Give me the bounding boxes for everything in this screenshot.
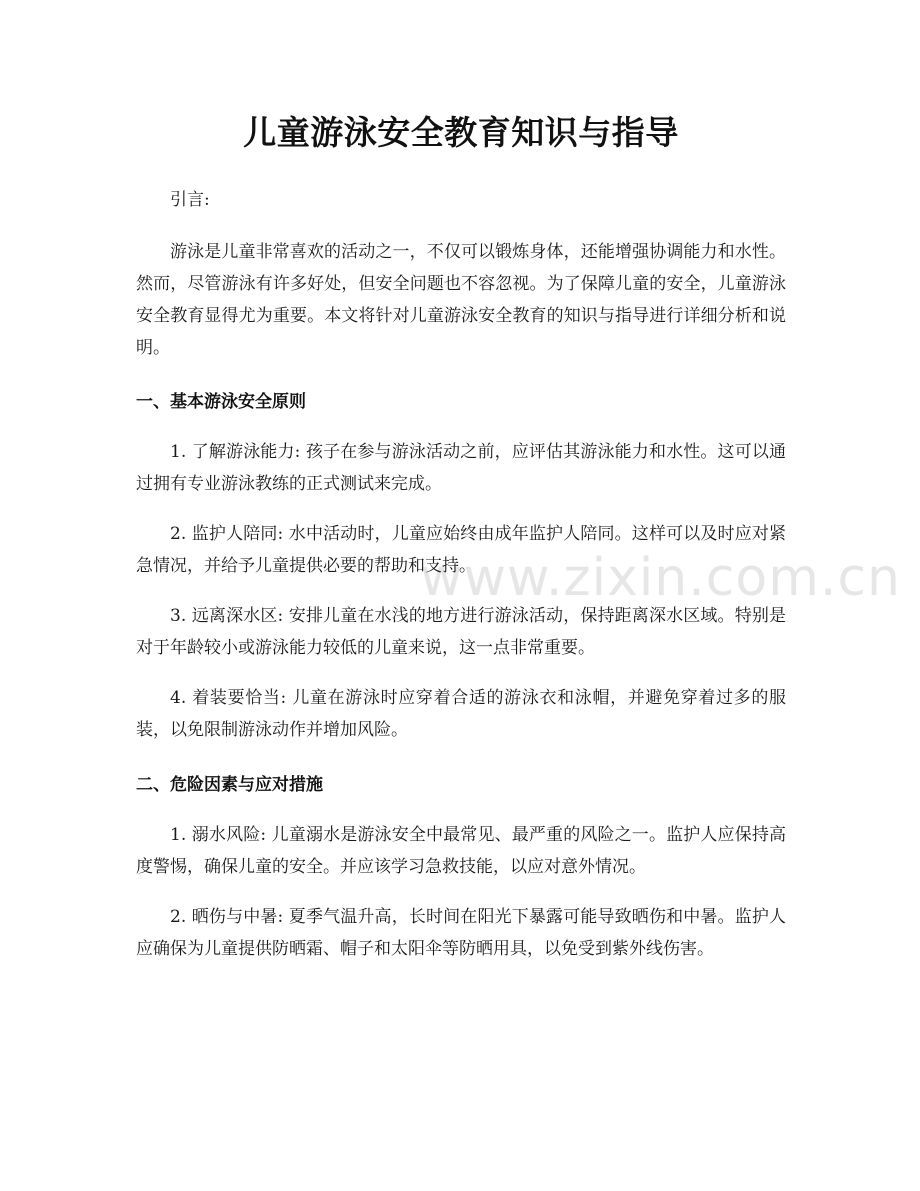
section-heading: 一、基本游泳安全原则 <box>136 392 306 412</box>
list-item: 4. 着装要恰当: 儿童在游泳时应穿着合适的游泳衣和泳帽，并避免穿着过多的服装，以免限制游泳动作并增加风险。 <box>136 688 786 740</box>
section-heading: 二、危险因素与应对措施 <box>136 775 323 795</box>
list-item: 3. 远离深水区: 安排儿童在水浅的地方进行游泳活动，保持距离深水区域。特别是对于年龄较小或游泳能力较低的儿童来说，这一点非常重要。 <box>136 606 786 658</box>
intro-paragraph: 游泳是儿童非常喜欢的活动之一，不仅可以锻炼身体，还能增强协调能力和水性。然而，尽管游泳有许多好处，但安全问题也不容忽视。为了保障儿童的安全，儿童游泳安全教育显得尤为重要。本文将针对儿童游泳安全教育的知识与指导进行详细分析和说明。 <box>136 242 786 358</box>
watermark: www.zixin.com.cn <box>420 548 901 608</box>
document-page <box>136 0 786 965</box>
section-basic-principles <box>136 386 786 746</box>
section-risk-factors <box>136 769 786 965</box>
intro-label: 引言: <box>170 190 210 210</box>
list-item: 1. 溺水风险: 儿童溺水是游泳安全中最常见、最严重的风险之一。监护人应保持高度警惕，确保儿童的安全。并应该学习急救技能，以应对意外情况。 <box>136 825 786 877</box>
list-item: 1. 了解游泳能力: 孩子在参与游泳活动之前，应评估其游泳能力和水性。这可以通过拥有专业游泳教练的正式测试来完成。 <box>136 442 786 494</box>
page-title: 儿童游泳安全教育知识与指导 <box>243 113 679 152</box>
list-item: 2. 监护人陪同: 水中活动时，儿童应始终由成年监护人陪同。这样可以及时应对紧急情况，并给予儿童提供必要的帮助和支持。 <box>136 524 786 576</box>
list-item: 2. 晒伤与中暑: 夏季气温升高，长时间在阳光下暴露可能导致晒伤和中暑。监护人应确保为儿童提供防晒霜、帽子和太阳伞等防晒用具，以免受到紫外线伤害。 <box>136 907 786 959</box>
